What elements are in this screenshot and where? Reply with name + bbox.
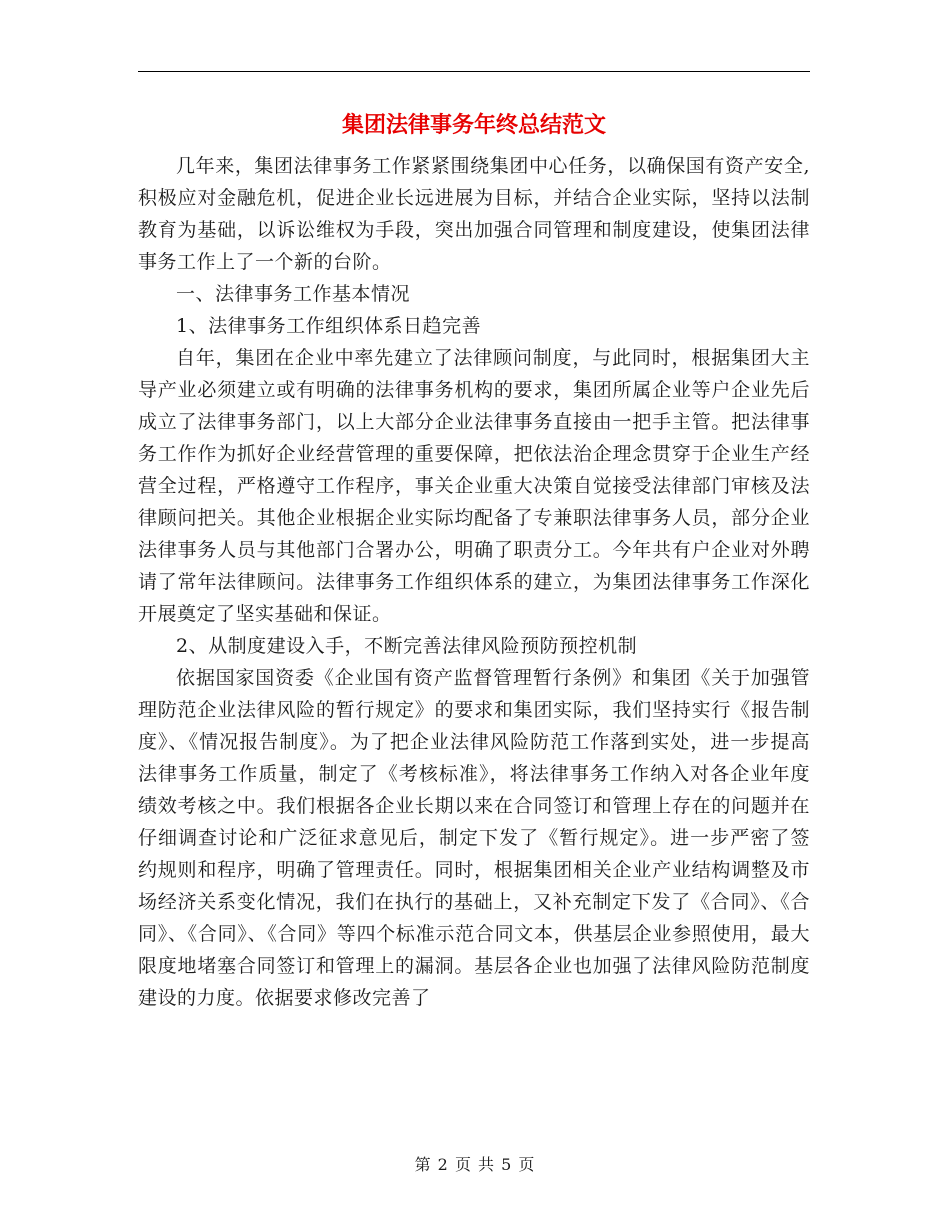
page-number-footer: 第 2 页 共 5 页	[414, 1155, 536, 1174]
header-rule	[138, 71, 810, 72]
subsection-heading-2: 2、从制度建设入手，不断完善法律风险预防预控机制	[176, 635, 638, 657]
document-body	[138, 150, 810, 1014]
section-heading-1: 一、法律事务工作基本情况	[176, 283, 411, 305]
document-title: 集团法律事务年终总结范文	[341, 113, 606, 138]
paragraph-organization: 自年，集团在企业中率先建立了法律顾问制度，与此同时，根据集团大主导产业必须建立或有明确的法律事务机构的要求，集团所属企业等户企业先后成立了法律事务部门，以上大部分企业法律事务直接由一把手主管。把法律事务工作作为抓好企业经营管理的重要保障，把依法治企理念贯穿于企业生产经营全过程，严格遵守工作程序，事关企业重大决策自觉接受法律部门审核及法律顾问把关。其他企业根据企业实际均配备了专兼职法律事务人员，部分企业法律事务人员与其他部门合署办公，明确了职责分工。今年共有户企业对外聘请了常年法律顾问。法律事务工作组织体系的建立，为集团法律事务工作深化开展奠定了坚实基础和保证。	[138, 347, 810, 625]
subsection-heading-1: 1、法律事务工作组织体系日趋完善	[176, 315, 482, 337]
paragraph-intro: 几年来，集团法律事务工作紧紧围绕集团中心任务，以确保国有资产安全,积极应对金融危机，促进企业长远进展为目标，并结合企业实际，坚持以法制教育为基础，以诉讼维权为手段，突出加强合同管理和制度建设，使集团法律事务工作上了一个新的台阶。	[138, 155, 810, 273]
paragraph-system-building: 依据国家国资委《企业国有资产监督管理暂行条例》和集团《关于加强管理防范企业法律风险的暂行规定》的要求和集团实际，我们坚持实行《报告制度》、《情况报告制度》。为了把企业法律风险防范工作落到实处，进一步提高法律事务工作质量，制定了《考核标准》，将法律事务工作纳入对各企业年度绩效考核之中。我们根据各企业长期以来在合同签订和管理上存在的问题并在仔细调查讨论和广泛征求意见后，制定下发了《暂行规定》。进一步严密了签约规则和程序，明确了管理责任。同时，根据集团相关企业产业结构调整及市场经济关系变化情况，我们在执行的基础上，又补充制定下发了《合同》、《合同》、《合同》、《合同》等四个标准示范合同文本，供基层企业参照使用，最大限度地堵塞合同签订和管理上的漏洞。基层各企业也加强了法律风险防范制度建设的力度。依据要求修改完善了	[138, 667, 810, 1009]
